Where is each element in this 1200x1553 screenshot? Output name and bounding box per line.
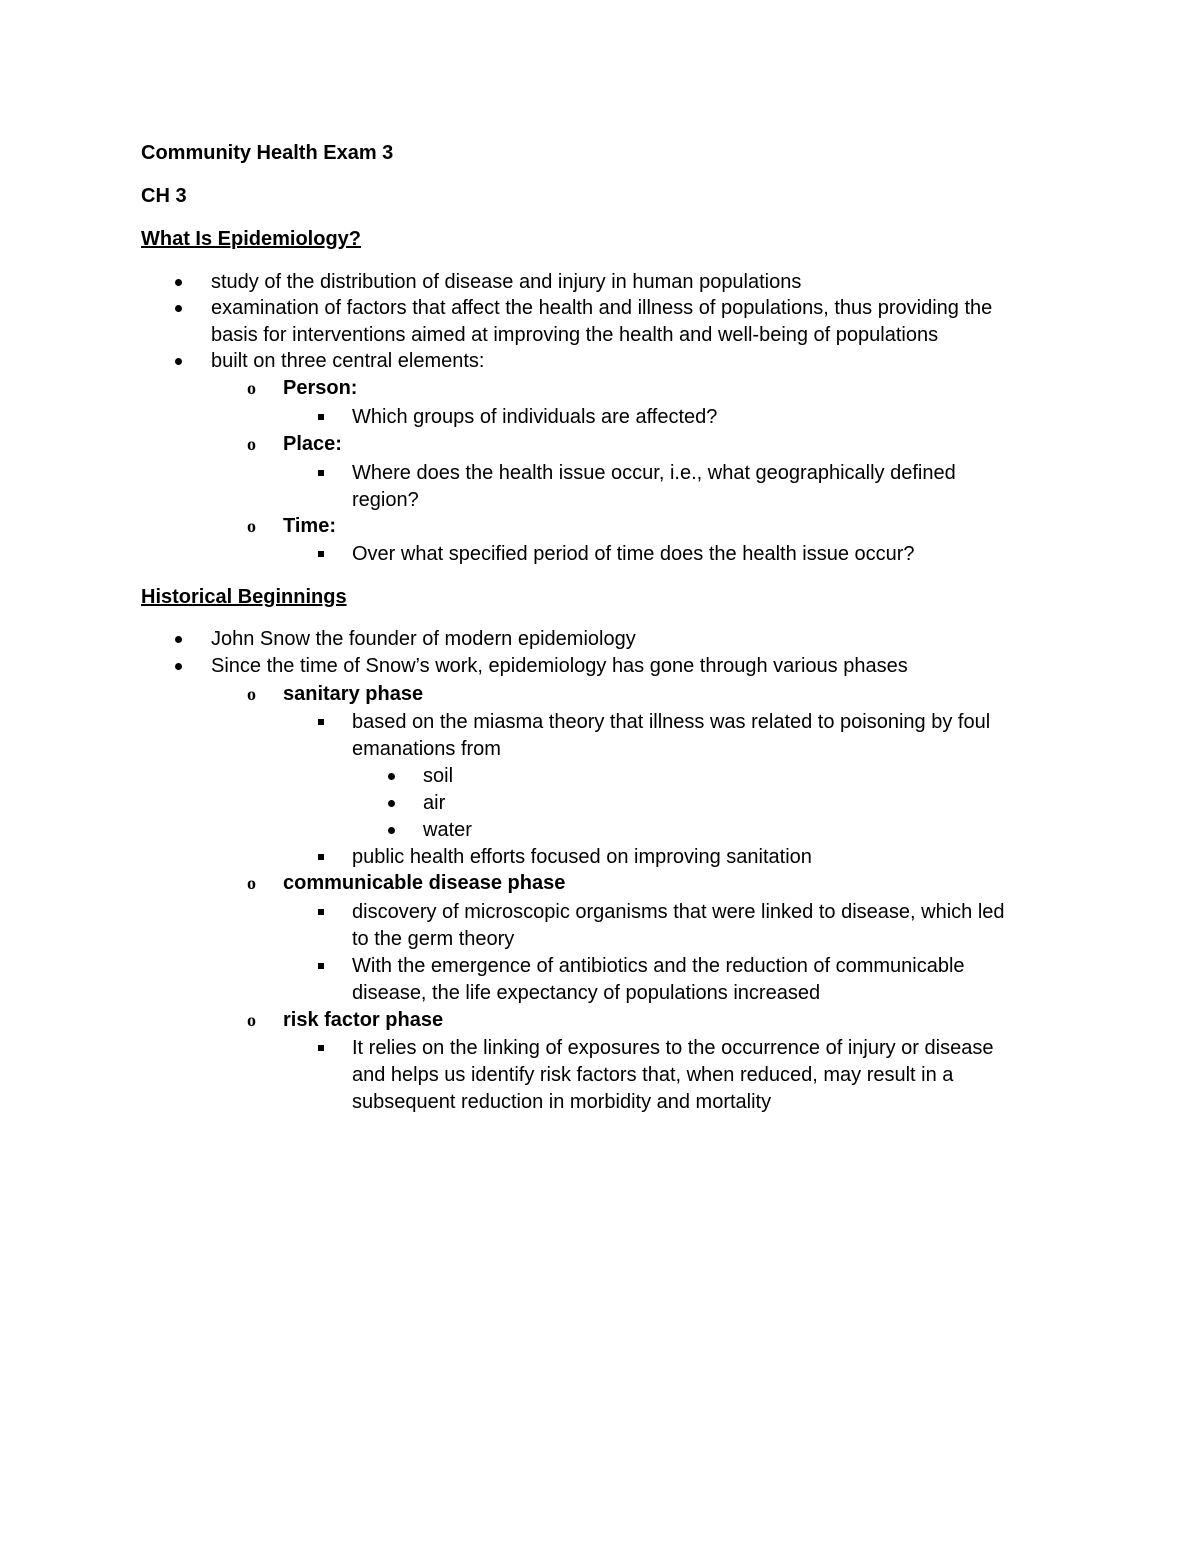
list-item: Which groups of individuals are affected?	[352, 406, 718, 428]
list-item: built on three central elements:	[211, 350, 485, 372]
phase-label-communicable: communicable disease phase	[283, 872, 566, 894]
element-label-place: Place:	[283, 433, 342, 455]
list-item-continuation: disease, the life expectancy of populations increased	[352, 982, 821, 1004]
list-item: John Snow the founder of modern epidemiology	[211, 628, 636, 650]
circle-bullet-icon: o	[247, 684, 256, 704]
element-label-person: Person:	[283, 377, 358, 399]
list-item-continuation: to the germ theory	[352, 928, 515, 950]
bullet-dot-icon	[175, 305, 182, 312]
bullet-dot-icon	[388, 827, 395, 834]
element-label-time: Time:	[283, 515, 336, 537]
circle-bullet-icon: o	[247, 434, 256, 454]
square-bullet-icon	[318, 1045, 324, 1051]
square-bullet-icon	[318, 551, 324, 557]
bullet-dot-icon	[388, 800, 395, 807]
circle-bullet-icon: o	[247, 873, 256, 893]
list-item: public health efforts focused on improving sanitation	[352, 846, 812, 868]
list-item: study of the distribution of disease and injury in human populations	[211, 271, 802, 293]
list-item: discovery of microscopic organisms that were linked to disease, which led	[352, 901, 1005, 923]
list-item-continuation: emanations from	[352, 738, 501, 760]
square-bullet-icon	[318, 963, 324, 969]
list-item: Since the time of Snow’s work, epidemiology has gone through various phases	[211, 655, 908, 677]
chapter-label: CH 3	[141, 185, 187, 207]
list-item-continuation: and helps us identify risk factors that, when reduced, may result in a	[352, 1064, 954, 1086]
square-bullet-icon	[318, 414, 324, 420]
list-item: Where does the health issue occur, i.e., what geographically defined	[352, 462, 956, 484]
bullet-dot-icon	[388, 773, 395, 780]
section-heading-epidemiology: What Is Epidemiology?	[141, 228, 362, 250]
document-title: Community Health Exam 3	[141, 142, 394, 164]
list-item-continuation: region?	[352, 489, 419, 511]
list-item: It relies on the linking of exposures to the occurrence of injury or disease	[352, 1037, 994, 1059]
list-item-continuation: subsequent reduction in morbidity and mortality	[352, 1091, 772, 1113]
circle-bullet-icon: o	[247, 1010, 256, 1030]
bullet-dot-icon	[175, 663, 182, 670]
circle-bullet-icon: o	[247, 516, 256, 536]
list-item: water	[423, 819, 472, 841]
list-item: soil	[423, 765, 454, 787]
list-item: Over what specified period of time does the health issue occur?	[352, 543, 915, 565]
section-heading-historical: Historical Beginnings	[141, 586, 347, 608]
list-item: examination of factors that affect the health and illness of populations, thus providing the	[211, 297, 993, 319]
square-bullet-icon	[318, 470, 324, 476]
list-item: With the emergence of antibiotics and the reduction of communicable	[352, 955, 965, 977]
list-item-continuation: basis for interventions aimed at improving the health and well-being of populations	[211, 324, 939, 346]
circle-bullet-icon: o	[247, 378, 256, 398]
list-item: based on the miasma theory that illness was related to poisoning by foul	[352, 711, 991, 733]
square-bullet-icon	[318, 719, 324, 725]
bullet-dot-icon	[175, 358, 182, 365]
bullet-dot-icon	[175, 636, 182, 643]
phase-label-risk-factor: risk factor phase	[283, 1009, 444, 1031]
list-item: air	[423, 792, 446, 814]
square-bullet-icon	[318, 854, 324, 860]
phase-label-sanitary: sanitary phase	[283, 683, 424, 705]
square-bullet-icon	[318, 909, 324, 915]
bullet-dot-icon	[175, 279, 182, 286]
